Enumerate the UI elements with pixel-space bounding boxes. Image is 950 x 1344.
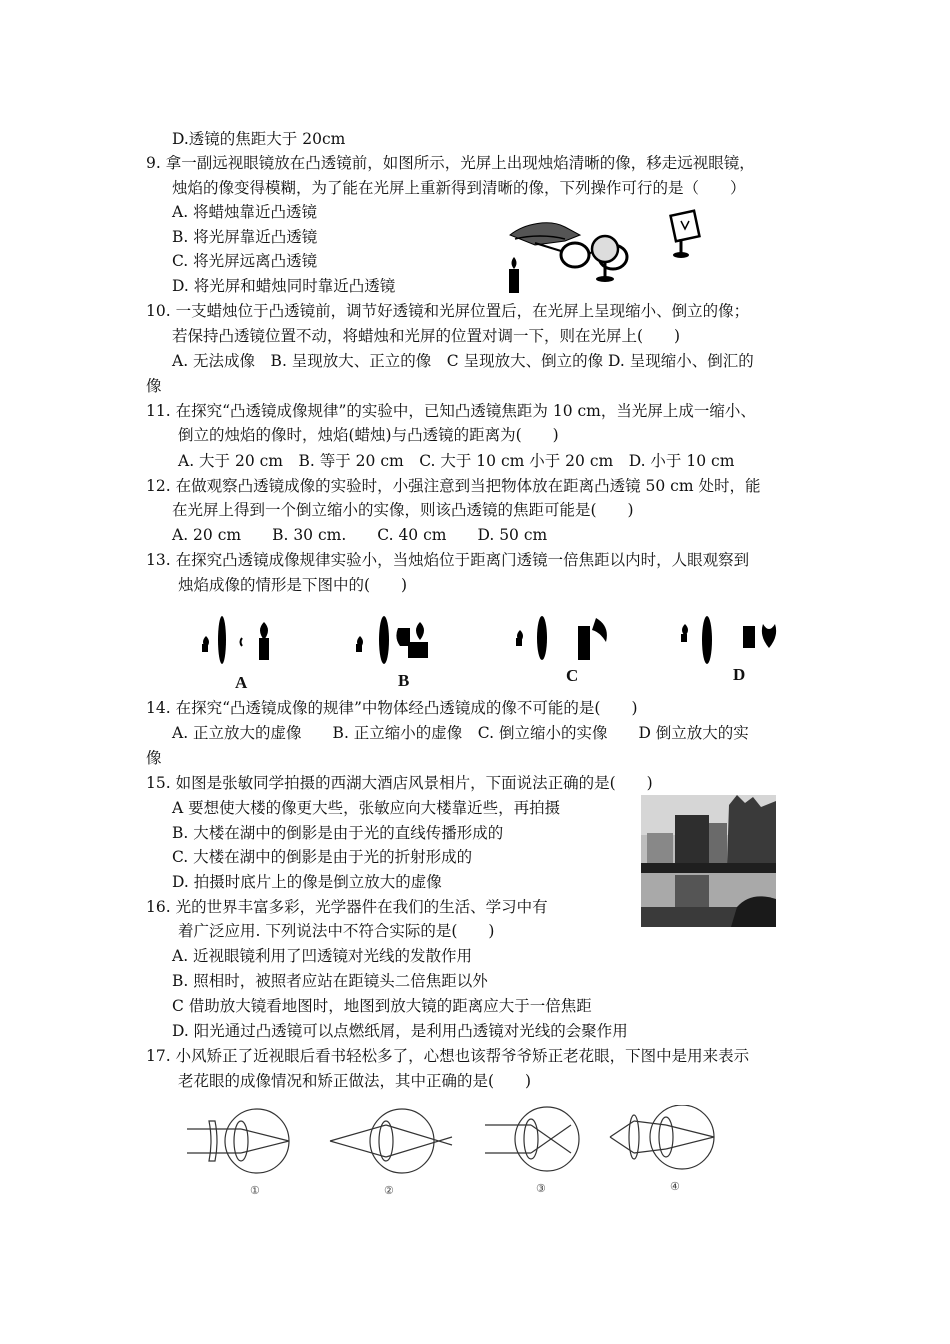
q13-option-d-drawing (681, 616, 776, 664)
q17-label-2: ② (384, 1184, 394, 1197)
q17-label-3: ③ (536, 1182, 546, 1195)
q16-option-c: C 借助放大镜看地图时，地图到放大镜的距离应大于一倍焦距 (172, 997, 592, 1015)
q9-option-c: C. 将光屏远离凸透镜 (172, 252, 318, 270)
q12-options: A. 20 cm B. 30 cm. C. 40 cm D. 50 cm (172, 526, 548, 544)
q17-eye-1 (187, 1109, 289, 1173)
q13-label-b: B (398, 671, 410, 690)
q17-stem-line2: 老花眼的成像情况和矫正做法，其中正确的是( ) (178, 1072, 532, 1090)
q15-option-a: A 要想使大楼的像更大些，张敏应向大楼靠近些，再拍摄 (172, 799, 561, 817)
q15-option-c: C. 大楼在湖中的倒影是由于光的折射形成的 (172, 848, 473, 866)
q11-stem-line2: 倒立的烛焰的像时，烛焰(蜡烛)与凸透镜的距离为( ) (178, 426, 559, 444)
q17-figure (185, 1105, 725, 1195)
q13-figure (190, 608, 800, 688)
q14-options: A. 正立放大的虚像 B. 正立缩小的虚像 C. 倒立缩小的实像 D 倒立放大的实 (172, 724, 749, 742)
q13-stem-line1: 13. 在探究凸透镜成像规律实验小，当烛焰位于距离门透镜一倍焦距以内时，人眼观察到 (146, 551, 750, 569)
q9-figure (495, 205, 710, 295)
q9-option-a: A. 将蜡烛靠近凸透镜 (172, 203, 318, 221)
q17-eye-2 (330, 1109, 452, 1173)
q11-options: A. 大于 20 cm B. 等于 20 cm C. 大于 10 cm 小于 20 cm D. 小于 10 cm (178, 452, 735, 470)
q15-hotel-photo (641, 795, 776, 927)
q15-option-b: B. 大楼在湖中的倒影是由于光的直线传播形成的 (172, 824, 504, 842)
q17-stem-line1: 17. 小风矫正了近视眼后看书轻松多了，心想也该帮爷爷矫正老花眼，下图中是用来表示 (146, 1047, 750, 1065)
q17-label-1: ① (250, 1184, 260, 1197)
q13-label-d: D (733, 665, 746, 684)
q13-label-c: C (566, 666, 579, 685)
q16-option-a: A. 近视眼镜利用了凹透镜对光线的发散作用 (172, 947, 473, 965)
q14-stem: 14. 在探究“凸透镜成像的规律”中物体经凸透镜成的像不可能的是( ) (146, 699, 638, 717)
q13-label-a: A (235, 673, 248, 692)
q16-option-b: B. 照相时，被照者应站在距镜头二倍焦距以外 (172, 972, 488, 990)
q13-option-b-drawing (356, 616, 428, 664)
q8-option-d: D.透镜的焦距大于 20cm (172, 130, 346, 148)
q9-stem-line1: 9. 拿一副远视眼镜放在凸透镜前，如图所示，光屏上出现烛焰清晰的像，移走远视眼镜， (146, 154, 755, 172)
q10-options: A. 无法成像 B. 呈现放大、正立的像 C 呈现放大、倒立的像 D. 呈现缩小、倒汇的 (172, 352, 754, 370)
q15-option-d: D. 拍摄时底片上的像是倒立放大的虚像 (172, 873, 442, 891)
q10-options-cont: 像 (146, 377, 162, 395)
q17-eye-3 (485, 1107, 579, 1171)
q16-option-d: D. 阳光通过凸透镜可以点燃纸屑，是利用凸透镜对光线的会聚作用 (172, 1022, 628, 1040)
q9-option-b: B. 将光屏靠近凸透镜 (172, 228, 318, 246)
q9-option-d: D. 将光屏和蜡烛同时靠近凸透镜 (172, 277, 396, 295)
q11-stem-line1: 11. 在探究“凸透镜成像规律”的实验中，已知凸透镜焦距为 10 cm，当光屏上成一缩小、 (146, 402, 756, 420)
q15-stem: 15. 如图是张敏同学拍摄的西湖大酒店风景相片，下面说法正确的是( ) (146, 774, 653, 792)
q14-options-cont: 像 (146, 749, 162, 767)
q13-stem-line2: 烛焰成像的情形是下图中的( ) (178, 576, 408, 594)
q13-option-c-drawing (516, 616, 607, 660)
q10-stem-line1: 10. 一支蜡烛位于凸透镜前，调节好透镜和光屏位置后，在光屏上呈现缩小、倒立的像； (146, 302, 750, 320)
q13-option-a-drawing (202, 616, 269, 664)
q10-stem-line2: 若保持凸透镜位置不动，将蜡烛和光屏的位置对调一下，则在光屏上( ) (172, 327, 681, 345)
q16-stem-line1: 16. 光的世界丰富多彩，光学器件在我们的生活、学习中有 (146, 898, 548, 916)
q17-eye-4 (610, 1105, 714, 1169)
q17-label-4: ④ (670, 1180, 680, 1193)
q12-stem-line1: 12. 在做观察凸透镜成像的实验时，小强注意到当把物体放在距离凸透镜 50 cm 处时，能 (146, 477, 761, 495)
q9-stem-line2: 烛焰的像变得模糊，为了能在光屏上重新得到清晰的像，下列操作可行的是（ ） (172, 179, 746, 197)
q12-stem-line2: 在光屏上得到一个倒立缩小的实像，则该凸透镜的焦距可能是( ) (172, 501, 634, 519)
q16-stem-line2: 着广泛应用. 下列说法中不符合实际的是( ) (178, 922, 495, 940)
